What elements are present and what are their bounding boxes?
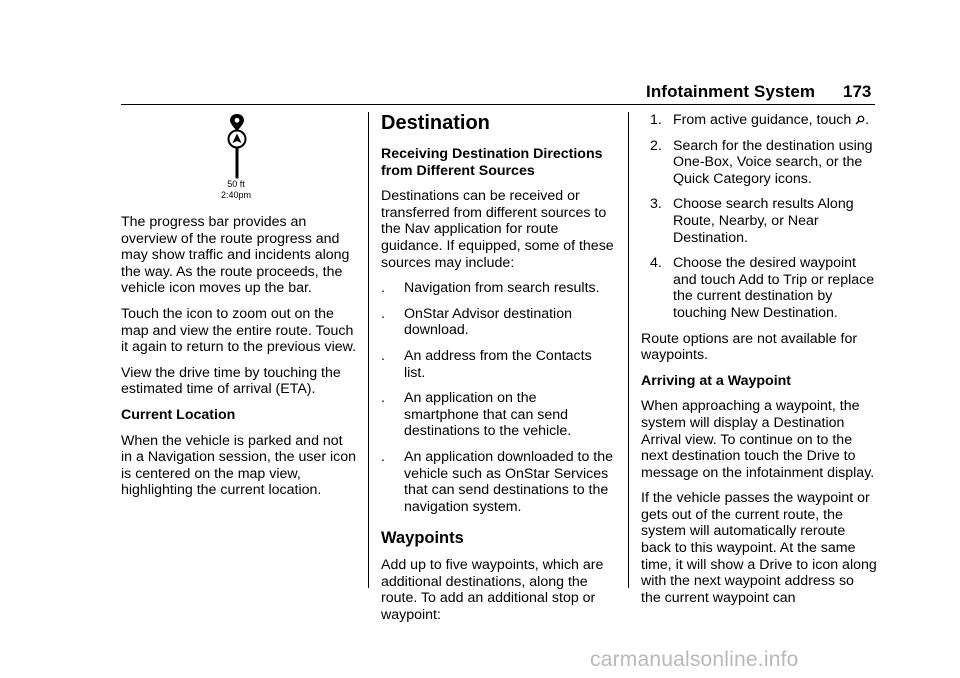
- step-item: [641, 196, 877, 246]
- list-item-text: Navigation from search results.: [404, 280, 600, 297]
- bullet-marker: .: [381, 305, 385, 322]
- step-text: Search for the destination using One-Box, Voice search, or the Quick Category icons.: [673, 137, 873, 187]
- route-progress-line: [236, 148, 239, 179]
- watermark: carmanualsonline.info: [590, 648, 799, 671]
- list-item-text: OnStar Advisor destination download.: [404, 305, 572, 339]
- sources-list: [381, 280, 615, 515]
- distance-label: 50 ft: [227, 179, 245, 189]
- bullet-marker: .: [381, 448, 385, 465]
- step-item: [641, 138, 877, 188]
- page-number: 173: [843, 82, 872, 101]
- subheading-arriving-waypoint: Arriving at a Waypoint: [641, 372, 792, 389]
- paragraph: When approaching a waypoint, the system will display a Destination Arrival view. To continue on to the next destination touch the Drive to message on the infotainment display.: [641, 398, 875, 481]
- list-item: [381, 306, 615, 339]
- step-text-end: .: [865, 112, 870, 128]
- step-number: 2.: [650, 137, 662, 154]
- search-icon: [855, 115, 865, 125]
- step-number: 3.: [650, 196, 662, 213]
- subheading-receiving-destination: Receiving Destination Directions from Different Sources: [381, 146, 603, 179]
- step-number: 4.: [650, 255, 662, 272]
- progress-bar-figure: [121, 112, 357, 208]
- paragraph: The progress bar provides an overview of the route progress and may show traffic and incidents along the way. As the route proceeds, the vehicle icon moves up the bar.: [121, 214, 350, 297]
- column-divider-2: [628, 112, 629, 588]
- heading-destination: Destination: [381, 112, 490, 134]
- section-title: Infotainment System: [646, 82, 816, 101]
- waypoint-steps: [641, 112, 877, 322]
- destination-pin-icon: [230, 114, 244, 131]
- list-item-text: An application downloaded to the vehicle such as OnStar Services that can send destinations to the navigation system.: [404, 448, 614, 515]
- header-rule: [121, 104, 875, 105]
- subheading-current-location: Current Location: [121, 406, 236, 423]
- step-text: From active guidance, touch: [673, 112, 856, 128]
- list-item-text: An address from the Contacts list.: [404, 347, 592, 381]
- step-number: 1.: [650, 112, 662, 128]
- eta-label[interactable]: 2:40pm: [220, 190, 252, 200]
- step-item: [641, 112, 877, 129]
- column-divider-1: [368, 112, 369, 588]
- paragraph: When the vehicle is parked and not in a Navigation session, the user icon is centered on the map view, highlighting the current location.: [121, 432, 357, 499]
- list-item: [381, 449, 615, 515]
- column-2: [381, 112, 615, 633]
- list-item: [381, 280, 615, 297]
- step-text: Choose the desired waypoint and touch Add to Trip or replace the current destination by touching New Destination.: [673, 255, 875, 321]
- step-item: [641, 255, 877, 321]
- vehicle-arrow-icon[interactable]: [229, 131, 246, 148]
- paragraph: Route options are not available for waypoints.: [641, 330, 858, 364]
- list-item-text: An application on the smartphone that can send destinations to the vehicle.: [404, 390, 572, 440]
- paragraph: Add up to five waypoints, which are additional destinations, along the route. To add an additional stop or waypoint:: [381, 557, 604, 624]
- paragraph: If the vehicle passes the waypoint or gets out of the current route, the system will automatically reroute back to this waypoint. At the same time, it will show a Drive to icon along with the next waypoint address so the current waypoint can: [641, 490, 877, 606]
- bullet-marker: .: [381, 390, 385, 407]
- bullet-marker: .: [381, 347, 385, 364]
- paragraph: Touch the icon to zoom out on the map and view the entire route. Touch it again to return to the previous view.: [121, 305, 357, 356]
- heading-waypoints: Waypoints: [381, 529, 464, 548]
- progress-bar-graphic: [221, 112, 253, 180]
- list-item: [381, 348, 615, 381]
- paragraph: View the drive time by touching the estimated time of arrival (ETA).: [121, 364, 341, 398]
- paragraph: Destinations can be received or transferred from different sources to the Nav application for route guidance. If equipped, some of these sources may include:: [381, 188, 614, 271]
- column-1: [121, 112, 357, 508]
- column-3: [641, 112, 877, 615]
- step-text: Choose search results Along Route, Nearby, or Near Destination.: [673, 196, 854, 246]
- list-item: [381, 390, 615, 440]
- bullet-marker: .: [381, 280, 385, 297]
